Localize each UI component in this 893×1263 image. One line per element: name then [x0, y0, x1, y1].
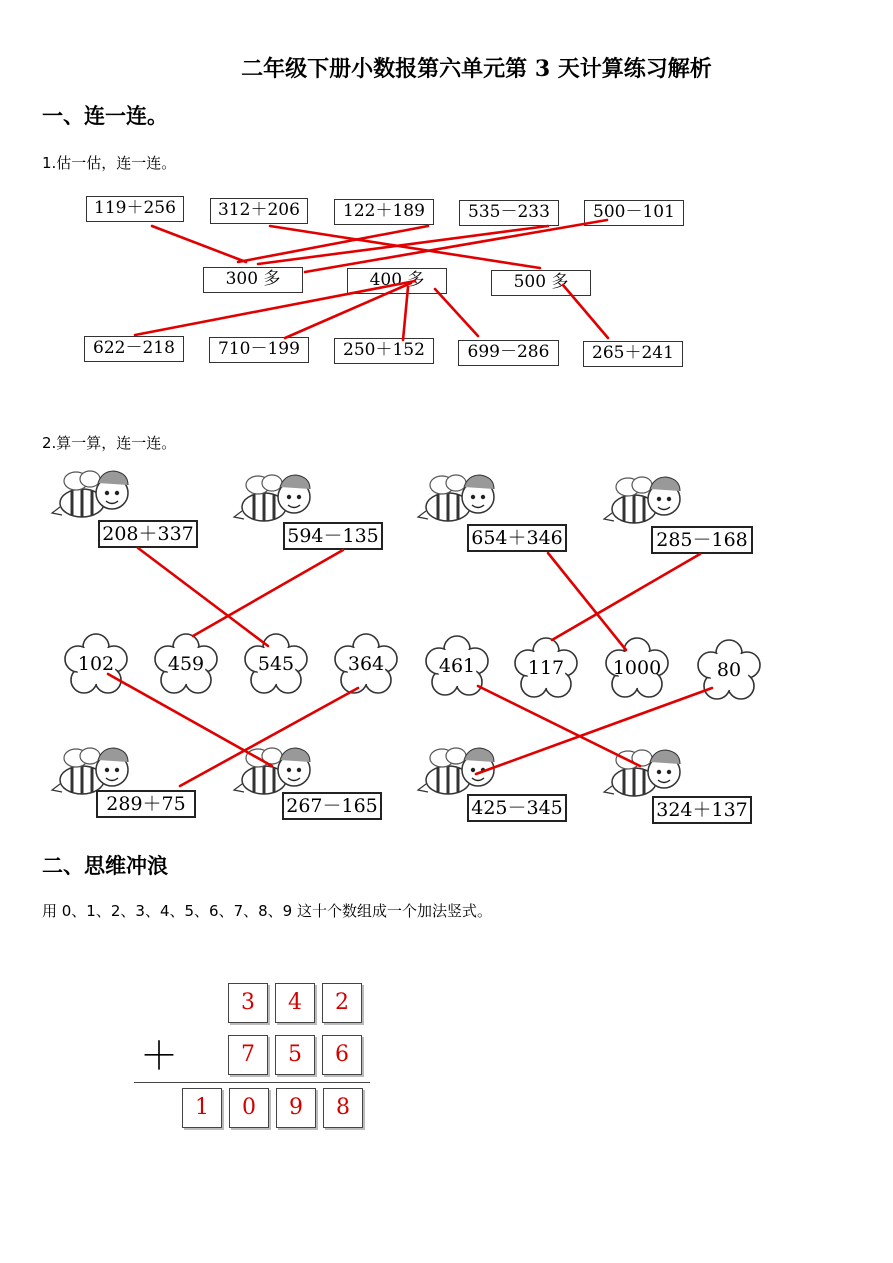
q2-bottom-expr: 425－345: [467, 794, 567, 822]
addend1-digit: 2: [322, 983, 362, 1023]
flower-value: 80: [716, 659, 742, 681]
answer-line: [305, 220, 607, 272]
flower-value: 459: [167, 653, 205, 675]
sum-digit: 9: [276, 1088, 316, 1128]
q2-label: 2.算一算，连一连。: [42, 434, 177, 452]
plus-sign: ＋: [140, 1034, 179, 1078]
q1-target: 500 多: [491, 270, 591, 296]
q1-label: 1.估一估，连一连。: [42, 154, 177, 172]
page-title: 二年级下册小数报第六单元第 3 天计算练习解析: [241, 56, 712, 82]
addend1-digit: 3: [228, 983, 268, 1023]
flower-value: 545: [257, 653, 295, 675]
q2-bottom-expr: 267－165: [282, 792, 382, 820]
q1-bottom-expr: 265＋241: [583, 341, 683, 367]
addend2-digit: 5: [275, 1035, 315, 1075]
answer-line: [403, 287, 408, 340]
q1-target: 400 多: [347, 268, 447, 294]
addend2-digit: 6: [322, 1035, 362, 1075]
sum-digit: 1: [182, 1088, 222, 1128]
q1-top-expr: 500－101: [584, 200, 684, 226]
answer-line: [152, 226, 246, 262]
q1-bottom-expr: 699－286: [458, 340, 559, 366]
flower-value: 117: [527, 657, 565, 679]
q2-bottom-expr: 324＋137: [652, 796, 752, 824]
q2-bottom-expr: 289＋75: [96, 790, 196, 818]
addend2-digit: 7: [228, 1035, 268, 1075]
q2-top-expr: 285－168: [651, 526, 753, 554]
sum-digit: 8: [323, 1088, 363, 1128]
answer-line: [552, 554, 700, 640]
answer-line: [435, 289, 478, 336]
flower-value: 1000: [612, 657, 662, 679]
sum-divider: [134, 1082, 370, 1083]
q1-bottom-expr: 250＋152: [334, 338, 434, 364]
sum-digit: 0: [229, 1088, 269, 1128]
q2-top-expr: 654＋346: [467, 524, 567, 552]
q1-top-expr: 122＋189: [334, 199, 434, 225]
answer-line: [563, 285, 608, 338]
flower-value: 102: [77, 653, 115, 675]
q1-target: 300 多: [203, 267, 303, 293]
q1-top-expr: 312＋206: [210, 198, 308, 224]
addend1-digit: 4: [275, 983, 315, 1023]
answer-line: [180, 688, 358, 786]
section2-instruction: 用 0、1、2、3、4、5、6、7、8、9 这十个数组成一个加法竖式。: [42, 902, 492, 920]
q2-top-expr: 208＋337: [98, 520, 198, 548]
flower-value: 461: [438, 655, 476, 677]
q2-top-expr: 594－135: [283, 522, 383, 550]
section1-heading: 一、连一连。: [42, 104, 168, 128]
answer-line: [193, 550, 343, 636]
q1-bottom-expr: 710－199: [209, 337, 309, 363]
q1-top-expr: 119＋256: [86, 196, 184, 222]
answer-line: [108, 674, 272, 766]
flower-value: 364: [347, 653, 385, 675]
q1-bottom-expr: 622－218: [84, 336, 184, 362]
answer-line: [285, 283, 411, 338]
answer-line: [478, 686, 640, 766]
answer-line: [135, 281, 415, 335]
q1-top-expr: 535－233: [459, 200, 559, 226]
section2-heading: 二、思维冲浪: [42, 854, 168, 878]
answer-line: [476, 688, 712, 774]
